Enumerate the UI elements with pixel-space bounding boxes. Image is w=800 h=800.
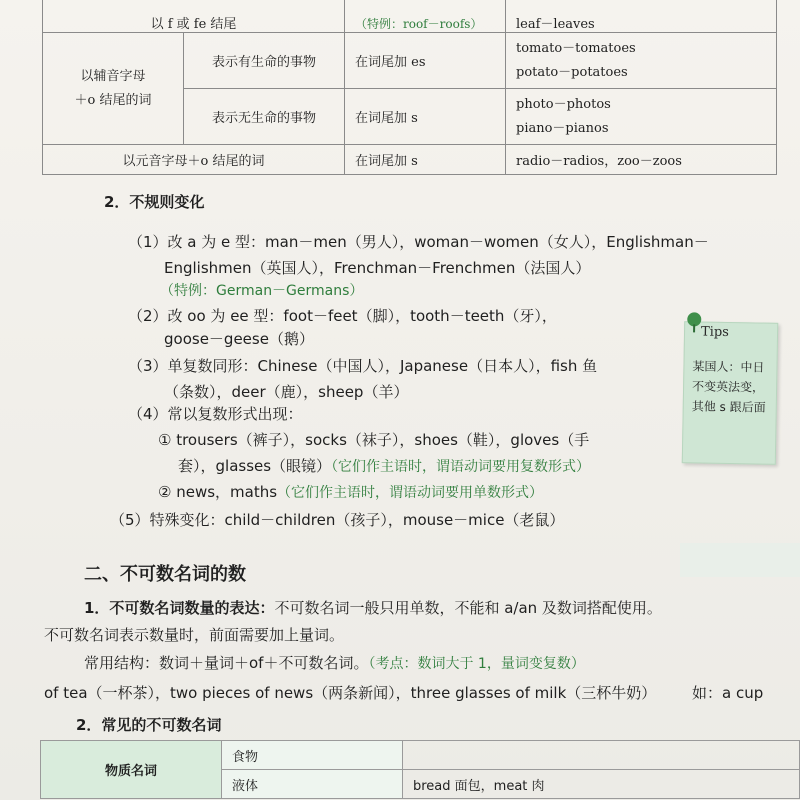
rule: 在词尾加 s xyxy=(355,154,418,169)
text: 套），glasses（眼镜） xyxy=(178,457,332,475)
paragraph-2: 不可数名词表示数量时，前面需要加上量词。 xyxy=(44,626,345,644)
table-cell xyxy=(345,89,506,145)
row-label: 以辅音字母 xyxy=(80,68,146,84)
paragraph-3 xyxy=(84,653,585,674)
description: 表示无生命的事物 xyxy=(211,111,316,126)
example: photo－photos xyxy=(516,96,611,112)
table-cell xyxy=(506,33,777,89)
example: bread 面包，meat 肉 xyxy=(413,778,545,794)
subcategory-label: 液体 xyxy=(232,778,259,794)
example: leaf－leaves xyxy=(516,17,595,32)
item-3-line-1: （3）单复数同形：Chinese（中国人），Japanese（日本人），fish 鱼 xyxy=(128,357,598,375)
item-5: （5）特殊变化：child－children（孩子），mouse－mice（老鼠） xyxy=(110,511,565,529)
item-1-line-1: （1）改 a 为 e 型：man－men（男人），woman－women（女人），Englishman－ xyxy=(128,233,709,251)
text: 不可数名词一般只用单数，不能和 a/an 及数词搭配使用。 xyxy=(274,599,662,617)
tips-title: Tips xyxy=(700,324,730,340)
table-cell xyxy=(184,89,345,145)
description: 表示有生命的事物 xyxy=(211,55,316,70)
rule: 在词尾加 s xyxy=(355,111,418,126)
table-cell xyxy=(43,145,345,175)
table-cell xyxy=(184,33,345,89)
pushpin-icon xyxy=(687,312,701,326)
plural-rules-table xyxy=(42,0,777,175)
exception-note: （特例：roof－roofs） xyxy=(355,17,483,31)
tips-note xyxy=(682,321,778,465)
subcategory-label: 食物 xyxy=(232,749,259,765)
item-1-exception: （特例：German－Germans） xyxy=(160,283,364,299)
row-label: 以元音字母＋o 结尾的词 xyxy=(122,154,265,169)
example: potato－potatoes xyxy=(516,64,628,80)
text: 常用结构：数词＋量词＋of＋不可数名词。 xyxy=(84,654,369,672)
item-1-line-2: Englishmen（英国人），Frenchman－Frenchmen（法国人） xyxy=(164,259,591,277)
green-note: （它们作主语时，谓语动词要用单数形式） xyxy=(277,485,544,501)
table-cell xyxy=(403,741,800,770)
paragraph-4: of tea（一杯茶），two pieces of news（两条新闻），three glasses of milk（三杯牛奶） xyxy=(44,684,657,702)
table-cell xyxy=(403,770,800,799)
subcategory-cell xyxy=(222,741,403,770)
subsection-heading: 2．常见的不可数名词 xyxy=(76,716,222,734)
item-2-line-1: （2）改 oo 为 ee 型：foot－feet（脚），tooth－teeth（牙）， xyxy=(128,307,557,325)
category-label: 物质名词 xyxy=(104,764,157,779)
rule: 在词尾加 es xyxy=(355,55,426,70)
green-note: （考点：数词大于 1，量词变复数） xyxy=(368,656,585,672)
section-heading: 2．不规则变化 xyxy=(104,193,205,211)
table-cell xyxy=(506,89,777,145)
item-4-sub-2 xyxy=(158,482,543,503)
table-cell xyxy=(345,0,506,33)
decorative-band xyxy=(680,543,800,577)
item-4-sub-1-line-2 xyxy=(178,456,590,477)
table-cell xyxy=(43,33,184,145)
table-cell xyxy=(345,145,506,175)
table-cell xyxy=(506,145,777,175)
item-3-line-2: （条数），deer（鹿），sheep（羊） xyxy=(164,383,409,401)
green-note: （它们作主语时，谓语动词要用复数形式） xyxy=(331,459,591,475)
text: ② news，maths xyxy=(158,483,278,501)
example: radio－radios，zoo－zoos xyxy=(516,154,682,169)
item-2-line-2: goose－geese（鹅） xyxy=(164,330,314,348)
subcategory-cell xyxy=(222,770,403,799)
tips-body: 某国人：中日不变英法变，其他 s 跟后面 xyxy=(691,359,766,415)
item-4-heading: （4）常以复数形式出现： xyxy=(128,405,303,423)
uncountable-nouns-table xyxy=(40,740,800,799)
row-label: ＋o 结尾的词 xyxy=(74,92,152,108)
example: tomato－tomatoes xyxy=(516,40,636,56)
row-label: 以 f 或 fe 结尾 xyxy=(150,17,237,32)
item-4-sub-1-line-1: ① trousers（裤子），socks（袜子），shoes（鞋），gloves（手 xyxy=(158,431,590,449)
section-title: 二、不可数名词的数 xyxy=(84,564,246,585)
paragraph-1 xyxy=(84,598,662,618)
paragraph-3-end: 如：a cup xyxy=(692,684,764,702)
bold-lead: 1．不可数名词数量的表达： xyxy=(84,599,275,617)
table-cell xyxy=(506,0,777,33)
table-cell xyxy=(345,33,506,89)
table-cell xyxy=(43,0,345,33)
example: piano－pianos xyxy=(516,120,609,136)
category-cell xyxy=(41,741,222,799)
